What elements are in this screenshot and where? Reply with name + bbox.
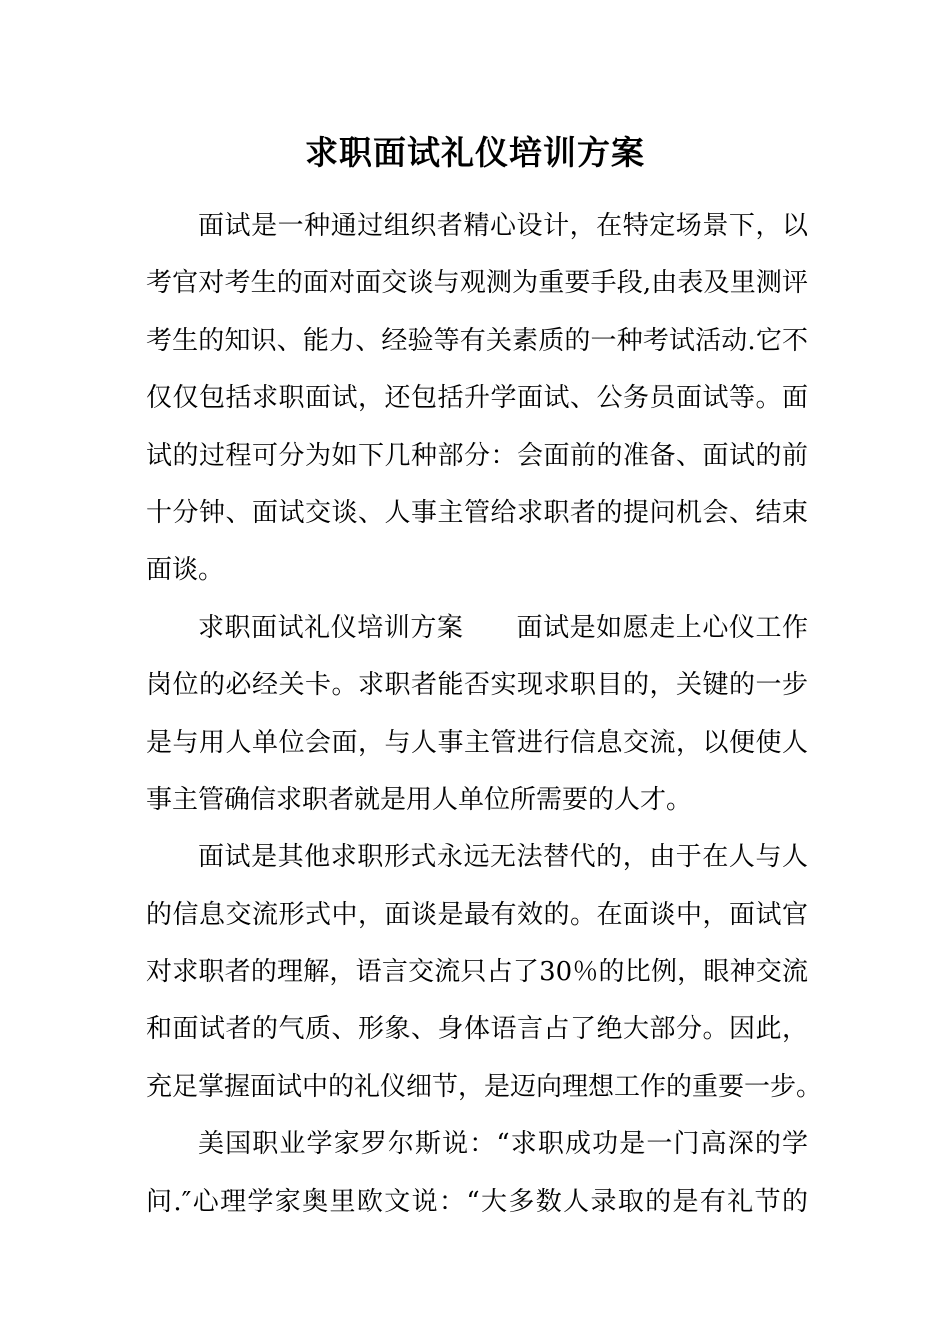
paragraph-1-line-3: 考生的知识、能力、经验等有关素质的一种考试活动.它不 (146, 325, 808, 356)
document-body (146, 198, 823, 1231)
document-title: 求职面试礼仪培训方案 (305, 133, 645, 172)
paragraph-3-line-3: 对求职者的理解，语言交流只占了30％的比例，眼神交流 (146, 957, 808, 988)
paragraph-2-line-4: 事主管确信求职者就是用人单位所需要的人才。 (146, 784, 693, 815)
paragraph-4-line-1: 美国职业学家罗尔斯说：“求职成功是一门高深的学 (198, 1129, 808, 1160)
paragraph-2-line-3: 是与用人单位会面，与人事主管进行信息交流，以便使人 (146, 727, 808, 758)
paragraph-3-line-5: 充足掌握面试中的礼仪细节，是迈向理想工作的重要一步。 (146, 1071, 823, 1102)
paragraph-1-line-1: 面试是一种通过组织者精心设计，在特定场景下，以 (198, 211, 808, 241)
paragraph-2-line-1: 求职面试礼仪培训方案 面试是如愿走上心仪工作 (198, 612, 808, 643)
paragraph-3-line-4: 和面试者的气质、形象、身体语言占了绝大部分。因此， (146, 1014, 808, 1045)
paragraph-1-line-5: 试的过程可分为如下几种部分：会面前的准备、面试的前 (146, 440, 808, 471)
paragraph-1-line-6: 十分钟、面试交谈、人事主管给求职者的提问机会、结束 (146, 497, 808, 528)
paragraph-1-line-7: 面谈。 (146, 555, 225, 586)
paragraph-1-line-2: 考官对考生的面对面交谈与观测为重要手段,由表及里测评 (146, 268, 808, 299)
paragraph-3-line-2: 的信息交流形式中，面谈是最有效的。在面谈中，面试官 (146, 899, 808, 930)
paragraph-3-line-1: 面试是其他求职形式永远无法替代的，由于在人与人 (198, 842, 808, 873)
paragraph-4-line-2: 问.″心理学家奥里欧文说：“大多数人录取的是有礼节的 (146, 1186, 808, 1217)
paragraph-1-line-4: 仅仅包括求职面试，还包括升学面试、公务员面试等。面 (146, 383, 808, 414)
paragraph-2-line-2: 岗位的必经关卡。求职者能否实现求职目的，关键的一步 (146, 670, 808, 701)
